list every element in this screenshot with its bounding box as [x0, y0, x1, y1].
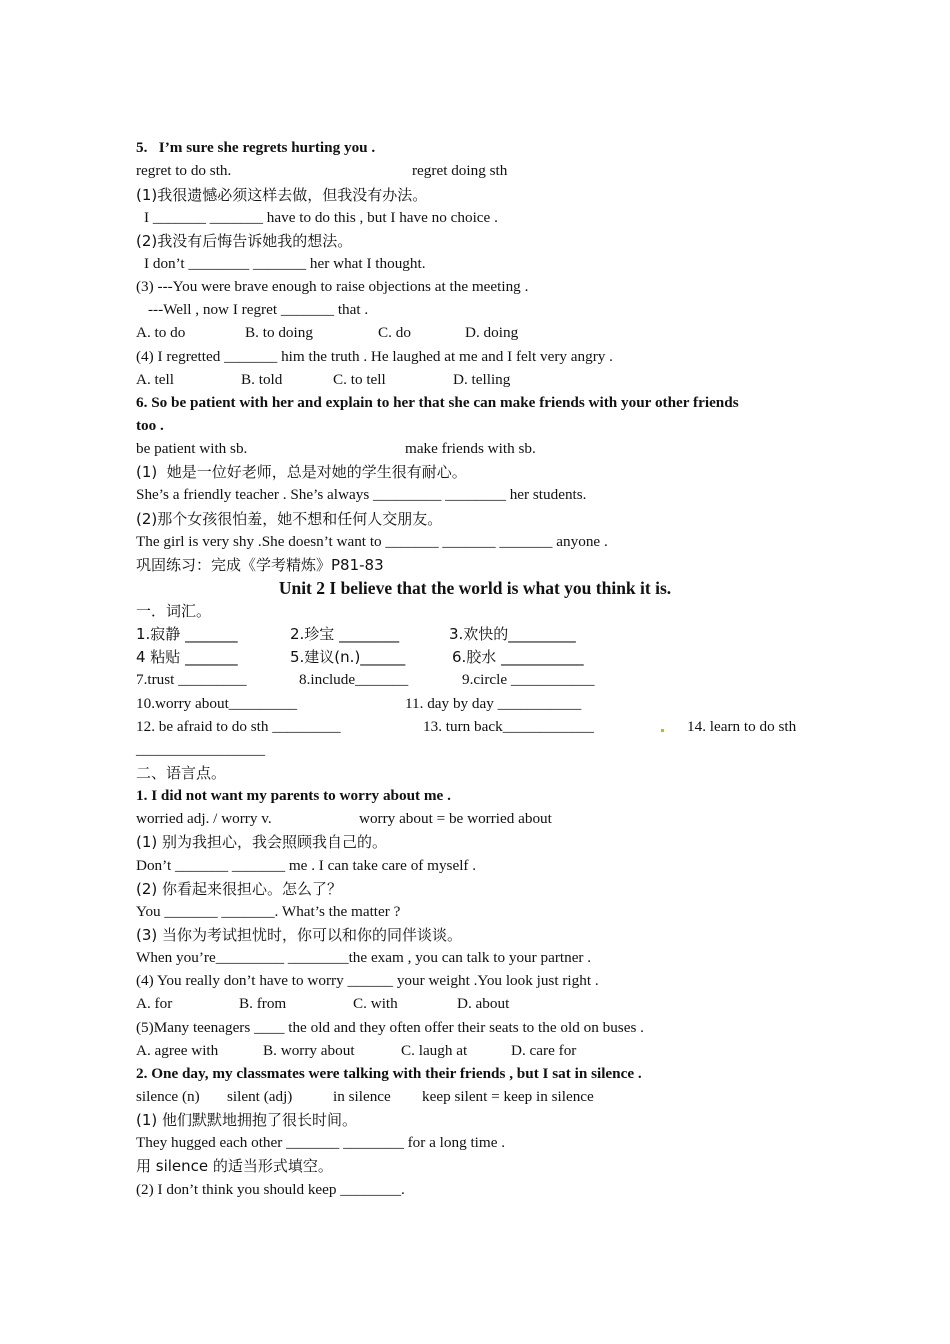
section-5-q3-line1: (3) ---You were brave enough to raise objections at the meeting .	[136, 278, 529, 295]
point-1-q4-option-d: D. about	[457, 995, 510, 1012]
section-5-q2-chinese: (2)我没有后悔告诉她我的想法。	[136, 232, 353, 250]
vocab-item-8: 8.include_______	[299, 671, 409, 688]
unit-title: Unit 2 I believe that the world is what you think it is.	[278, 578, 672, 598]
vocab-item-6: 6.胶水 ___________	[452, 648, 584, 666]
vocab-item-7: 7.trust _________	[136, 671, 247, 688]
speck-mark	[661, 729, 664, 732]
point-2-pattern-2: silent (adj)	[227, 1088, 293, 1105]
point-1-pattern-right: worry about = be worried about	[359, 810, 552, 827]
vocab-item-13: 13. turn back____________	[423, 718, 594, 735]
point-1-q4-option-a: A. for	[136, 995, 173, 1012]
point-2-heading: 2. One day, my classmates were talking with their friends , but I sat in silence .	[136, 1065, 642, 1082]
section-5-q2-english: I don’t ________ _______ her what I thought.	[144, 255, 426, 272]
vocab-item-10: 10.worry about_________	[136, 695, 298, 712]
section-6-q1-chinese: (1) 她是一位好老师，总是对她的学生很有耐心。	[136, 463, 467, 481]
point-2-pattern-3: in silence	[333, 1088, 391, 1105]
point-1-q4: (4) You really don’t have to worry ______ your weight .You look just right .	[136, 972, 599, 989]
section-5-q4-option-c: C. to tell	[333, 371, 386, 388]
section-6-pattern-right: make friends with sb.	[405, 440, 536, 457]
language-points-heading: 二、语言点。	[136, 764, 227, 782]
point-2-q1-chinese: (1) 他们默默地拥抱了很长时间。	[136, 1111, 358, 1129]
point-1-q5-option-d: D. care for	[511, 1042, 577, 1059]
section-6-q2-chinese: (2)那个女孩很怕羞，她不想和任何人交朋友。	[136, 510, 443, 528]
section-5-pattern-left: regret to do sth.	[136, 162, 232, 179]
vocab-item-14: 14. learn to do sth	[687, 718, 797, 735]
section-5-q4-option-b: B. told	[241, 371, 283, 388]
section-6-pattern-left: be patient with sb.	[136, 440, 248, 457]
point-1-q1-english: Don’t _______ _______ me . I can take care of myself .	[136, 857, 477, 874]
section-5-q3-line2: ---Well , now I regret _______ that .	[148, 301, 369, 318]
point-1-heading: 1. I did not want my parents to worry about me .	[136, 787, 451, 804]
section-5-q3-option-c: C. do	[378, 324, 411, 341]
section-5-heading: 5. I’m sure she regrets hurting you .	[136, 139, 376, 156]
vocab-item-9: 9.circle ___________	[462, 671, 595, 688]
section-5-q3-option-b: B. to doing	[245, 324, 313, 341]
section-5-q3-option-d: D. doing	[465, 324, 519, 341]
vocab-item-11: 11. day by day ___________	[405, 695, 582, 712]
point-1-q2-chinese: (2) 你看起来很担心。怎么了？	[136, 880, 343, 898]
section-6-q2-english: The girl is very shy .She doesn’t want to _______ _______ _______ anyone .	[136, 533, 608, 550]
section-5-q3-option-a: A. to do	[136, 324, 186, 341]
point-1-q5-option-c: C. laugh at	[401, 1042, 468, 1059]
vocab-item-3: 3.欢快的_________	[449, 625, 576, 643]
point-2-pattern-1: silence (n)	[136, 1088, 200, 1105]
point-1-q1-chinese: (1) 别为我担心，我会照顾我自己的。	[136, 833, 388, 851]
section-6-heading-line1: 6. So be patient with her and explain to her that she can make friends with your other friends	[136, 394, 739, 411]
point-2-q1-english: They hugged each other _______ ________ for a long time .	[136, 1134, 506, 1151]
section-5-q1-chinese: (1)我很遗憾必须这样去做，但我没有办法。	[136, 186, 428, 204]
vocab-item-12: 12. be afraid to do sth _________	[136, 718, 341, 735]
vocab-item-5: 5.建议(n.)______	[290, 648, 406, 666]
practice-note: 巩固练习：完成《学考精炼》P81-83	[136, 556, 384, 574]
point-1-q5: (5)Many teenagers ____ the old and they often offer their seats to the old on buses .	[136, 1019, 644, 1036]
section-5-q1-english: I _______ _______ have to do this , but I have no choice .	[144, 209, 498, 226]
point-1-q4-option-b: B. from	[239, 995, 287, 1012]
point-2-q2-english: (2) I don’t think you should keep ________.	[136, 1181, 405, 1198]
point-1-q3-english: When you’re_________ ________the exam , you can talk to your partner .	[136, 949, 592, 966]
point-2-fill-note: 用 silence 的适当形式填空。	[136, 1157, 333, 1175]
vocab-heading: 一．词汇。	[136, 602, 212, 620]
point-1-q2-english: You _______ _______. What’s the matter ?	[136, 903, 401, 920]
vocab-item-2: 2.珍宝 ________	[290, 625, 400, 643]
vocab-item-14-blank: _________________	[136, 741, 266, 758]
section-5-q4-option-d: D. telling	[453, 371, 511, 388]
section-5-pattern-right: regret doing sth	[412, 162, 508, 179]
section-6-q1-english: She’s a friendly teacher . She’s always _________ ________ her students.	[136, 486, 587, 503]
vocab-item-4: 4 粘贴 _______	[136, 648, 238, 666]
section-6-heading-line2: too .	[136, 417, 164, 434]
point-1-pattern-left: worried adj. / worry v.	[136, 810, 272, 827]
point-1-q5-option-b: B. worry about	[263, 1042, 355, 1059]
vocab-item-1: 1.寂静 _______	[136, 625, 238, 643]
point-1-q5-option-a: A. agree with	[136, 1042, 219, 1059]
point-1-q4-option-c: C. with	[353, 995, 398, 1012]
section-5-q4-option-a: A. tell	[136, 371, 174, 388]
section-5-q4: (4) I regretted _______ him the truth . He laughed at me and I felt very angry .	[136, 348, 613, 365]
point-1-q3-chinese: (3) 当你为考试担忧时，你可以和你的同伴谈谈。	[136, 926, 463, 944]
point-2-pattern-4: keep silent = keep in silence	[422, 1088, 594, 1105]
